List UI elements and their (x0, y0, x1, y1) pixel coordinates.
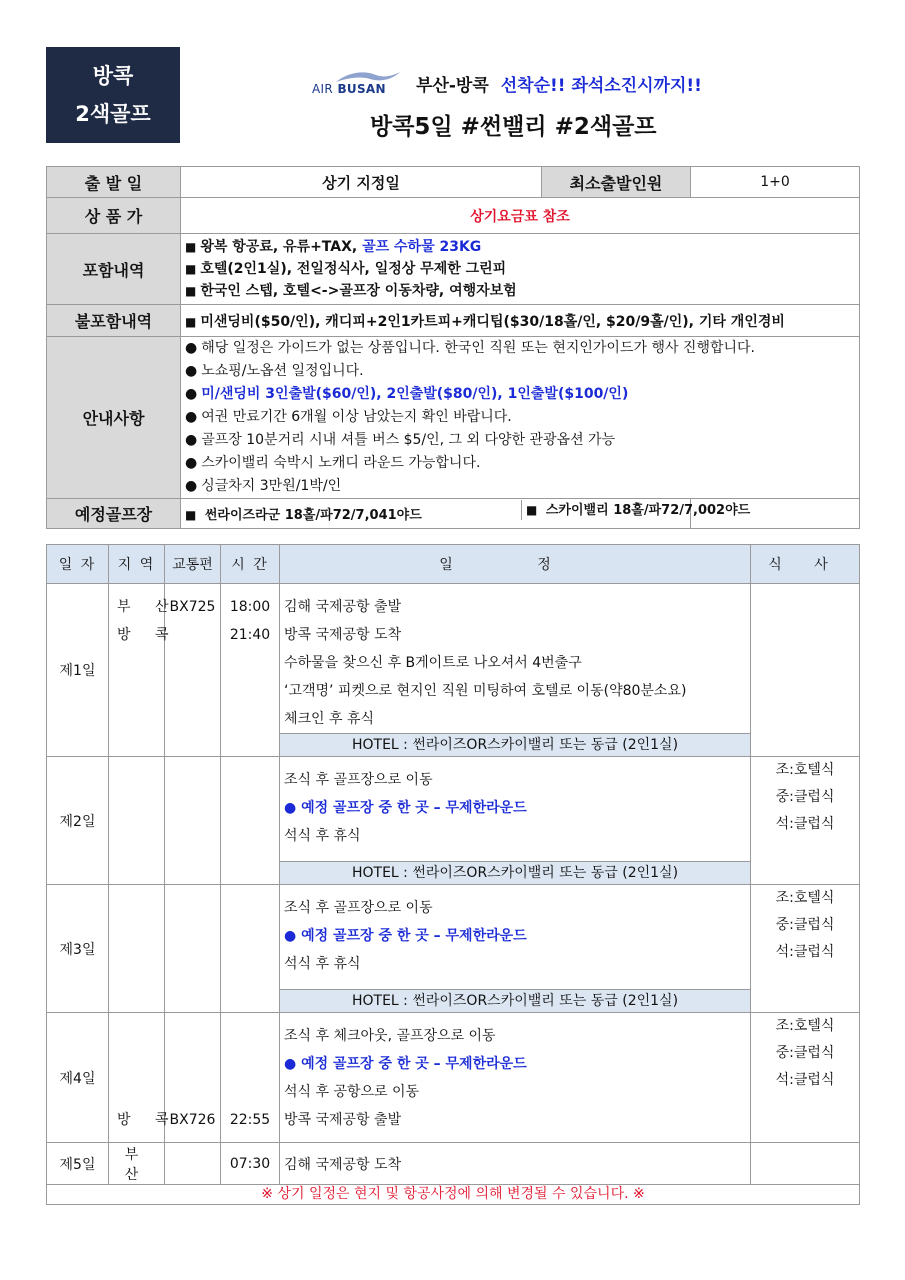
note-item: 해당 일정은 가이드가 없는 상품입니다. 한국인 직원 또는 현지인가이드가 행사 진행합니다. (201, 340, 756, 356)
note-item: 여권 만료기간 6개월 이상 남았는지 확인 바랍니다. (201, 409, 512, 425)
price-value: 상기요금표 참조 (181, 198, 860, 234)
meal-lunch: 중:클럽식 (775, 917, 835, 933)
golf-schedule-line: ● 예정 골프장 중 한 곳 – 무제한라운드 (284, 1056, 527, 1072)
schedule-cell (280, 584, 751, 757)
flight-text: BX725 (169, 599, 216, 615)
meal-lunch: 중:클럽식 (775, 789, 835, 805)
itinerary-row-day4 (47, 1013, 860, 1143)
note-item-highlight: 미/샌딩비 3인출발($60/인), 2인출발($80/인), 1인출발($100/인) (201, 386, 629, 402)
meal-dinner: 석:클럽식 (775, 816, 835, 832)
schedule-line: 조식 후 골프장으로 이동 (284, 772, 433, 788)
excluded-label: 불포함내역 (47, 305, 181, 337)
golf-course-2-text: 스카이밸리 18홀/파72/7,002야드 (545, 503, 751, 518)
schedule-line: 석식 후 공항으로 이동 (284, 1084, 420, 1100)
min-people-value: 1+0 (691, 167, 860, 198)
col-flight: 교통편 (165, 545, 221, 584)
flight-cell (165, 584, 221, 757)
notes-label: 안내사항 (47, 337, 181, 499)
price-label: 상 품 가 (47, 198, 181, 234)
square-bullet-icon: ■ (185, 508, 197, 522)
included-item-highlight: 골프 수하물 23KG (362, 239, 482, 255)
flight-cell (165, 757, 221, 885)
included-list (181, 234, 860, 305)
note-item: 스카이밸리 숙박시 노캐디 라운드 가능합니다. (201, 455, 481, 471)
meal-breakfast: 조:호텔식 (775, 762, 835, 778)
page-title: 방콕5일 #썬밸리 #2색골프 (370, 114, 657, 140)
square-bullet-icon: ■ (185, 314, 197, 329)
itinerary-row-day5 (47, 1143, 860, 1185)
time-text: 18:00 (229, 599, 271, 615)
bullet-icon: ● (185, 363, 198, 379)
header-line (312, 66, 702, 100)
schedule-line: 수하물을 찾으신 후 B게이트로 나오셔서 4번출구 (284, 655, 582, 671)
meals-cell (751, 757, 860, 885)
included-item: 왕복 항공료, 유류+TAX, (200, 239, 363, 255)
bullet-icon: ● (185, 340, 198, 356)
meals-cell (751, 584, 860, 757)
col-day: 일 자 (47, 545, 109, 584)
region-cell (109, 584, 179, 757)
square-bullet-icon: ■ (185, 240, 197, 254)
meals-cell (751, 1143, 860, 1185)
badge-line1: 방콕 (92, 64, 134, 88)
bullet-icon: ● (185, 478, 198, 494)
bullet-icon: ● (185, 409, 198, 425)
col-schedule: 일 정 (280, 545, 751, 584)
day-label: 제5일 (47, 1143, 109, 1185)
bullet-icon: ● (185, 432, 198, 448)
golf-course-1-text: 썬라이즈라군 18홀/파72/7,041야드 (204, 508, 422, 523)
flight-cell (165, 885, 221, 1013)
meals-cell (751, 885, 860, 1013)
included-item: 한국인 스텝, 호텔<->골프장 이동차량, 여행자보험 (200, 283, 517, 299)
airbusan-logo (312, 70, 404, 96)
bullet-icon: ● (185, 455, 198, 471)
schedule-cell (280, 885, 751, 1013)
flight-cell (165, 1143, 221, 1185)
min-people-label: 최소출발인원 (542, 167, 691, 198)
time-cell (221, 757, 280, 885)
schedule-line: 조식 후 골프장으로 이동 (284, 900, 433, 916)
flight-cell (165, 1013, 221, 1143)
meal-dinner: 석:클럽식 (775, 944, 835, 960)
time-cell (221, 1013, 280, 1143)
meal-dinner: 석:클럽식 (775, 1072, 835, 1088)
day-label: 제1일 (47, 584, 109, 757)
region-cell (109, 1013, 179, 1143)
schedule-line: ‘고객명’ 피켓으로 현지인 직원 미팅하여 호텔로 이동(약80분소요) (284, 683, 687, 699)
region-cell (109, 885, 165, 1013)
itinerary-disclaimer: ※ 상기 일정은 현지 및 항공사정에 의해 변경될 수 있습니다. ※ (47, 1185, 860, 1205)
time-cell (221, 584, 280, 757)
departure-label: 출 발 일 (47, 167, 181, 198)
schedule-line: 석식 후 휴식 (284, 828, 361, 844)
note-item: 싱글차지 3만원/1박/인 (201, 478, 342, 494)
promo-text: 선착순!! 좌석소진시까지!! (500, 75, 702, 96)
itinerary-row-day3 (47, 885, 860, 1013)
schedule-line: 방콕 국제공항 출발 (284, 1112, 402, 1128)
product-badge (46, 47, 180, 143)
excluded-item: 미샌딩비($50/인), 캐디피+2인1카트피+캐디팁($30/18홀/인, $20/9홀/인), 기타 개인경비 (200, 313, 785, 330)
itinerary-row-day2 (47, 757, 860, 885)
golf-schedule-line: ● 예정 골프장 중 한 곳 – 무제한라운드 (284, 800, 527, 816)
note-item: 골프장 10분거리 시내 셔틀 버스 $5/인, 그 외 다양한 관광옵션 가능 (201, 432, 616, 448)
departure-value: 상기 지정일 (181, 167, 542, 198)
hotel-info: HOTEL : 썬라이즈OR스카이밸리 또는 동급 (2인1실) (280, 861, 750, 884)
badge-line2: 2색골프 (75, 102, 151, 126)
region-cell (109, 757, 165, 885)
time-cell (221, 885, 280, 1013)
included-label: 포함내역 (47, 234, 181, 305)
region-text: 방 콕 (117, 627, 179, 643)
golf-course-label: 예정골프장 (47, 499, 181, 529)
schedule-line: 김해 국제공항 도착 (280, 1143, 751, 1185)
hotel-info: HOTEL : 썬라이즈OR스카이밸리 또는 동급 (2인1실) (280, 733, 750, 756)
time-text: 22:55 (229, 1112, 271, 1128)
time-text: 21:40 (229, 627, 271, 643)
col-region: 지 역 (109, 545, 165, 584)
route-text: 부산-방콕 (416, 75, 489, 96)
flight-text: BX726 (169, 1112, 216, 1128)
square-bullet-icon: ■ (185, 262, 197, 276)
itinerary-table (46, 544, 860, 1205)
day-label: 제3일 (47, 885, 109, 1013)
golf-schedule-line: ● 예정 골프장 중 한 곳 – 무제한라운드 (284, 928, 527, 944)
itinerary-row-day1 (47, 584, 860, 757)
logo-busan-text: BUSAN (337, 82, 386, 96)
golf-course-2-cell (521, 500, 750, 520)
schedule-line: 조식 후 체크아웃, 골프장으로 이동 (284, 1028, 496, 1044)
hotel-info: HOTEL : 썬라이즈OR스카이밸리 또는 동급 (2인1실) (280, 989, 750, 1012)
notes-list (181, 337, 860, 499)
col-meals: 식 사 (751, 545, 860, 584)
schedule-cell (280, 1013, 751, 1143)
schedule-line: 방콕 국제공항 도착 (284, 627, 402, 643)
square-bullet-icon: ■ (526, 503, 538, 517)
region-text: 방 콕 (117, 1112, 179, 1128)
region-text: 부 산 (117, 599, 179, 615)
time-text: 07:30 (221, 1143, 280, 1185)
excluded-list (181, 305, 860, 337)
schedule-cell (280, 757, 751, 885)
schedule-line: 석식 후 휴식 (284, 956, 361, 972)
note-item: 노쇼핑/노옵션 일정입니다. (201, 363, 364, 379)
meal-breakfast: 조:호텔식 (775, 1018, 835, 1034)
region-text: 부 산 (109, 1143, 165, 1185)
square-bullet-icon: ■ (185, 284, 197, 298)
bullet-icon: ● (185, 386, 198, 402)
schedule-line: 체크인 후 휴식 (284, 711, 375, 727)
logo-air-text: AIR (312, 82, 333, 96)
col-time: 시 간 (221, 545, 280, 584)
product-info-table (46, 166, 860, 529)
day-label: 제2일 (47, 757, 109, 885)
meal-lunch: 중:클럽식 (775, 1045, 835, 1061)
day-label: 제4일 (47, 1013, 109, 1143)
included-item: 호텔(2인1실), 전일정식사, 일정상 무제한 그린피 (200, 261, 507, 277)
schedule-line: 김해 국제공항 출발 (284, 599, 402, 615)
meal-breakfast: 조:호텔식 (775, 890, 835, 906)
meals-cell (751, 1013, 860, 1143)
